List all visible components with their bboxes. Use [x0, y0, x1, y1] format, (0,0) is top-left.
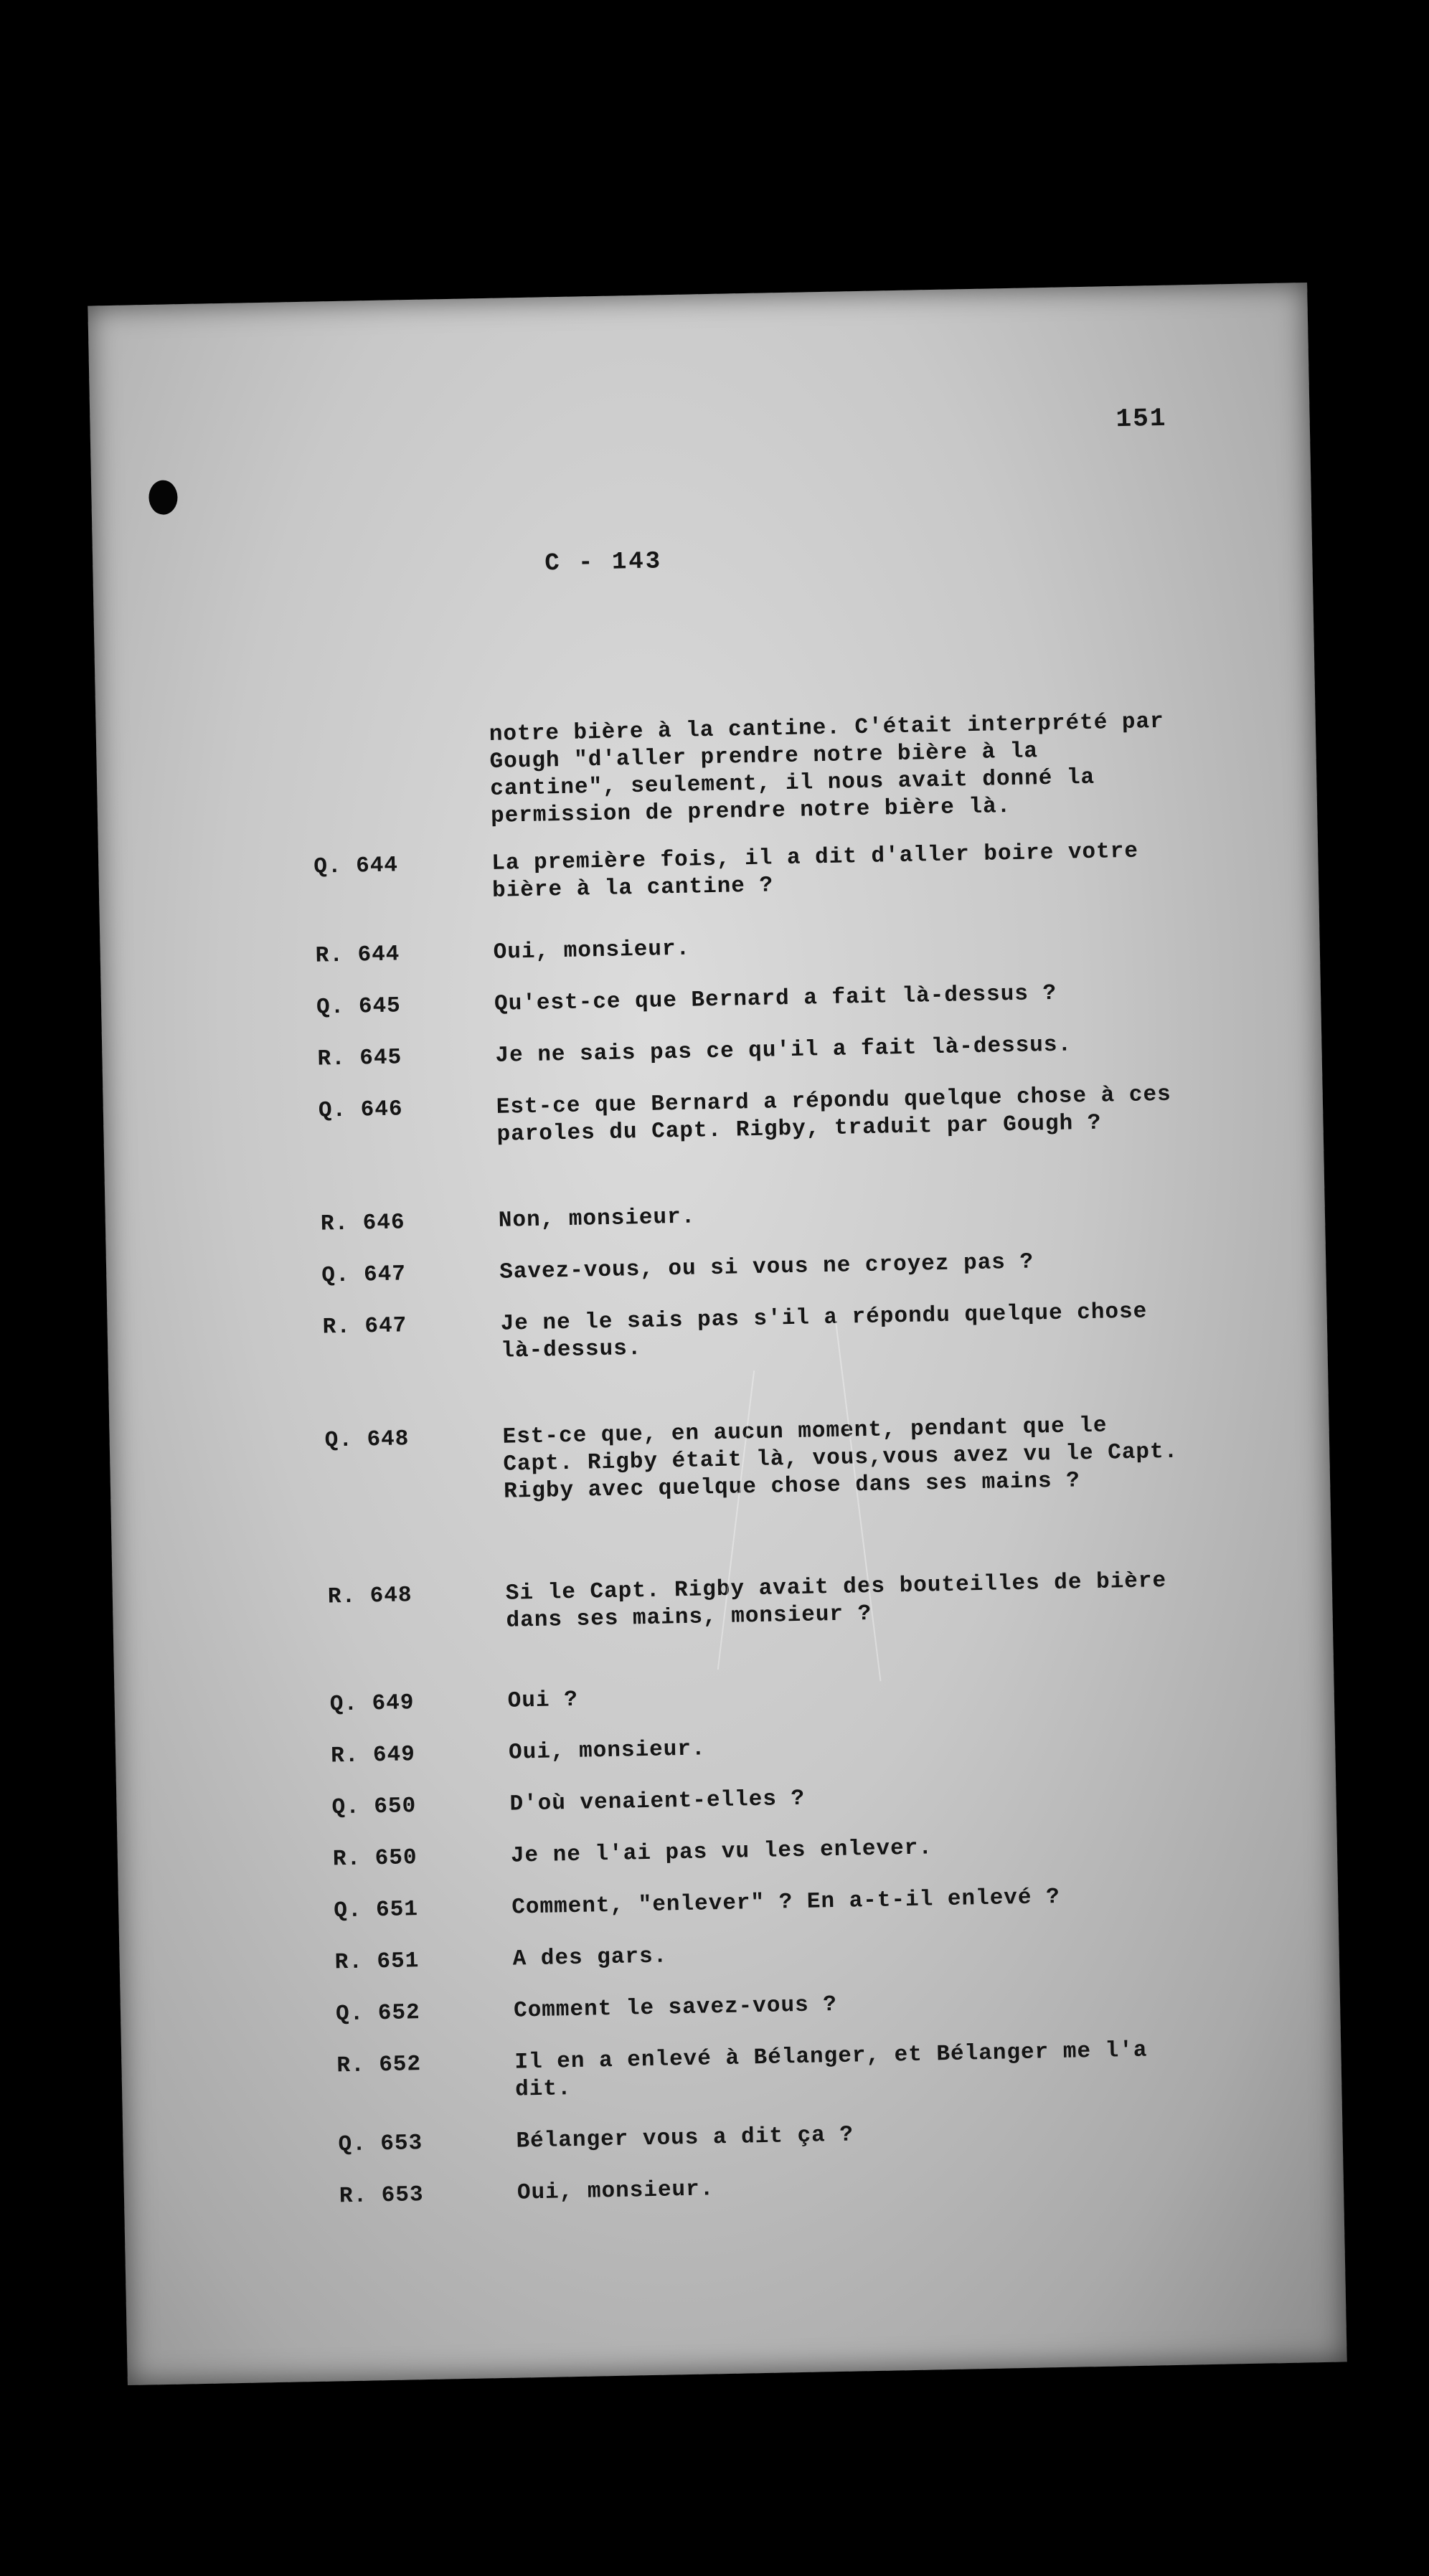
- qa-entry-label: Q. 645: [316, 993, 402, 1021]
- qa-entry-label: Q. 649: [329, 1690, 415, 1718]
- qa-entry-label: R. 646: [320, 1210, 405, 1237]
- qa-entry: [324, 1409, 1294, 1510]
- qa-entry-text: Oui ?: [507, 1687, 579, 1714]
- qa-entry-text: Est-ce que Bernard a répondu quelque chose à ces paroles du Capt. Rigby, traduit par Gough ?: [496, 1081, 1171, 1147]
- document-reference: C - 143: [544, 548, 663, 578]
- qa-entry-text: Bélanger vous a dit ça ?: [516, 2122, 854, 2154]
- qa-entry: [321, 1244, 1290, 1290]
- qa-entry-text: Si le Capt. Rigby avait des bouteilles de bière dans ses mains, monsieur ?: [505, 1568, 1167, 1634]
- qa-entry: [336, 1982, 1304, 2028]
- qa-entry: [315, 924, 1283, 970]
- qa-entry-label: Q. 648: [324, 1426, 410, 1454]
- page-number: 151: [1116, 403, 1167, 435]
- qa-entry-text: Comment le savez-vous ?: [513, 1992, 838, 2024]
- qa-entry-text: A des gars.: [512, 1943, 668, 1972]
- qa-entry-label: R. 650: [332, 1845, 418, 1872]
- qa-entry: [329, 1673, 1298, 1719]
- qa-entry-label: Q. 652: [335, 2000, 421, 2027]
- qa-list: [313, 835, 1308, 2211]
- qa-entry-text: Je ne le sais pas s'il a répondu quelque chose là-dessus.: [500, 1299, 1148, 1364]
- qa-entry: [336, 2034, 1306, 2107]
- qa-entry: [317, 1028, 1286, 1074]
- qa-entry-label: R. 649: [330, 1742, 416, 1769]
- qa-entry-text: Oui, monsieur.: [493, 936, 691, 965]
- qa-entry-label: R. 652: [336, 2052, 422, 2079]
- qa-entry: [319, 1079, 1288, 1152]
- qa-entry: [321, 1193, 1289, 1239]
- qa-entry: [338, 2113, 1306, 2159]
- qa-entry-text: Non, monsieur.: [498, 1204, 696, 1233]
- qa-entry: [322, 1296, 1291, 1369]
- qa-entry: [334, 1879, 1302, 1925]
- qa-entry: [339, 2164, 1308, 2210]
- qa-entry: [328, 1566, 1297, 1639]
- qa-entry-label: R. 651: [334, 1948, 420, 1976]
- qa-entry-text: Il en a enlevé à Bélanger, et Bélanger me l'a dit.: [514, 2037, 1148, 2103]
- qa-entry-label: Q. 650: [331, 1794, 417, 1821]
- qa-entry: [316, 976, 1285, 1022]
- qa-entry-label: Q. 651: [334, 1897, 419, 1924]
- qa-entry-text: Savez-vous, ou si vous ne croyez pas ?: [499, 1249, 1034, 1285]
- document-page: [88, 283, 1347, 2385]
- qa-entry-text: Comment, "enlever" ? En a-t-il enlevé ?: [511, 1884, 1061, 1921]
- qa-entry-label: R. 653: [339, 2182, 424, 2210]
- qa-entry-label: Q. 647: [321, 1261, 407, 1289]
- qa-entry-label: Q. 646: [318, 1097, 403, 1124]
- qa-entry-label: Q. 644: [313, 853, 399, 880]
- qa-entry-label: R. 647: [322, 1313, 407, 1340]
- qa-entry: [313, 835, 1283, 909]
- qa-entry-text: La première fois, il a dit d'aller boire votre bière à la cantine ?: [491, 838, 1139, 904]
- qa-entry-text: Oui, monsieur.: [517, 2177, 714, 2206]
- qa-entry-text: Oui, monsieur.: [508, 1736, 706, 1766]
- qa-entry: [331, 1776, 1300, 1822]
- punch-hole: [148, 480, 178, 515]
- qa-entry-text: Je ne l'ai pas vu les enlever.: [510, 1835, 933, 1869]
- qa-entry: [333, 1828, 1301, 1874]
- qa-entry: [331, 1725, 1299, 1771]
- qa-entry-text: D'où venaient-elles ?: [509, 1786, 806, 1817]
- qa-entry-label: R. 648: [327, 1583, 412, 1610]
- qa-entry-label: R. 644: [315, 942, 400, 969]
- qa-entry-text: Est-ce que, en aucun moment, pendant que le Capt. Rigby était là, vous,vous avez vu le Capt. Rigby avec quelque chose dans ses mains ?: [502, 1413, 1179, 1505]
- continuation-paragraph: notre bière à la cantine. C'était interprété par Gough "d'aller prendre notre bière à la cantine", seulement, il nous avait donné la permission de prendre notre bière là.: [489, 709, 1165, 829]
- qa-entry-label: Q. 653: [338, 2131, 423, 2158]
- qa-entry-text: Qu'est-ce que Bernard a fait là-dessus ?: [494, 980, 1057, 1017]
- qa-entry-text: Je ne sais pas ce qu'il a fait là-dessus.: [495, 1032, 1072, 1069]
- qa-entry: [334, 1931, 1303, 1976]
- qa-entry-label: R. 645: [317, 1045, 402, 1072]
